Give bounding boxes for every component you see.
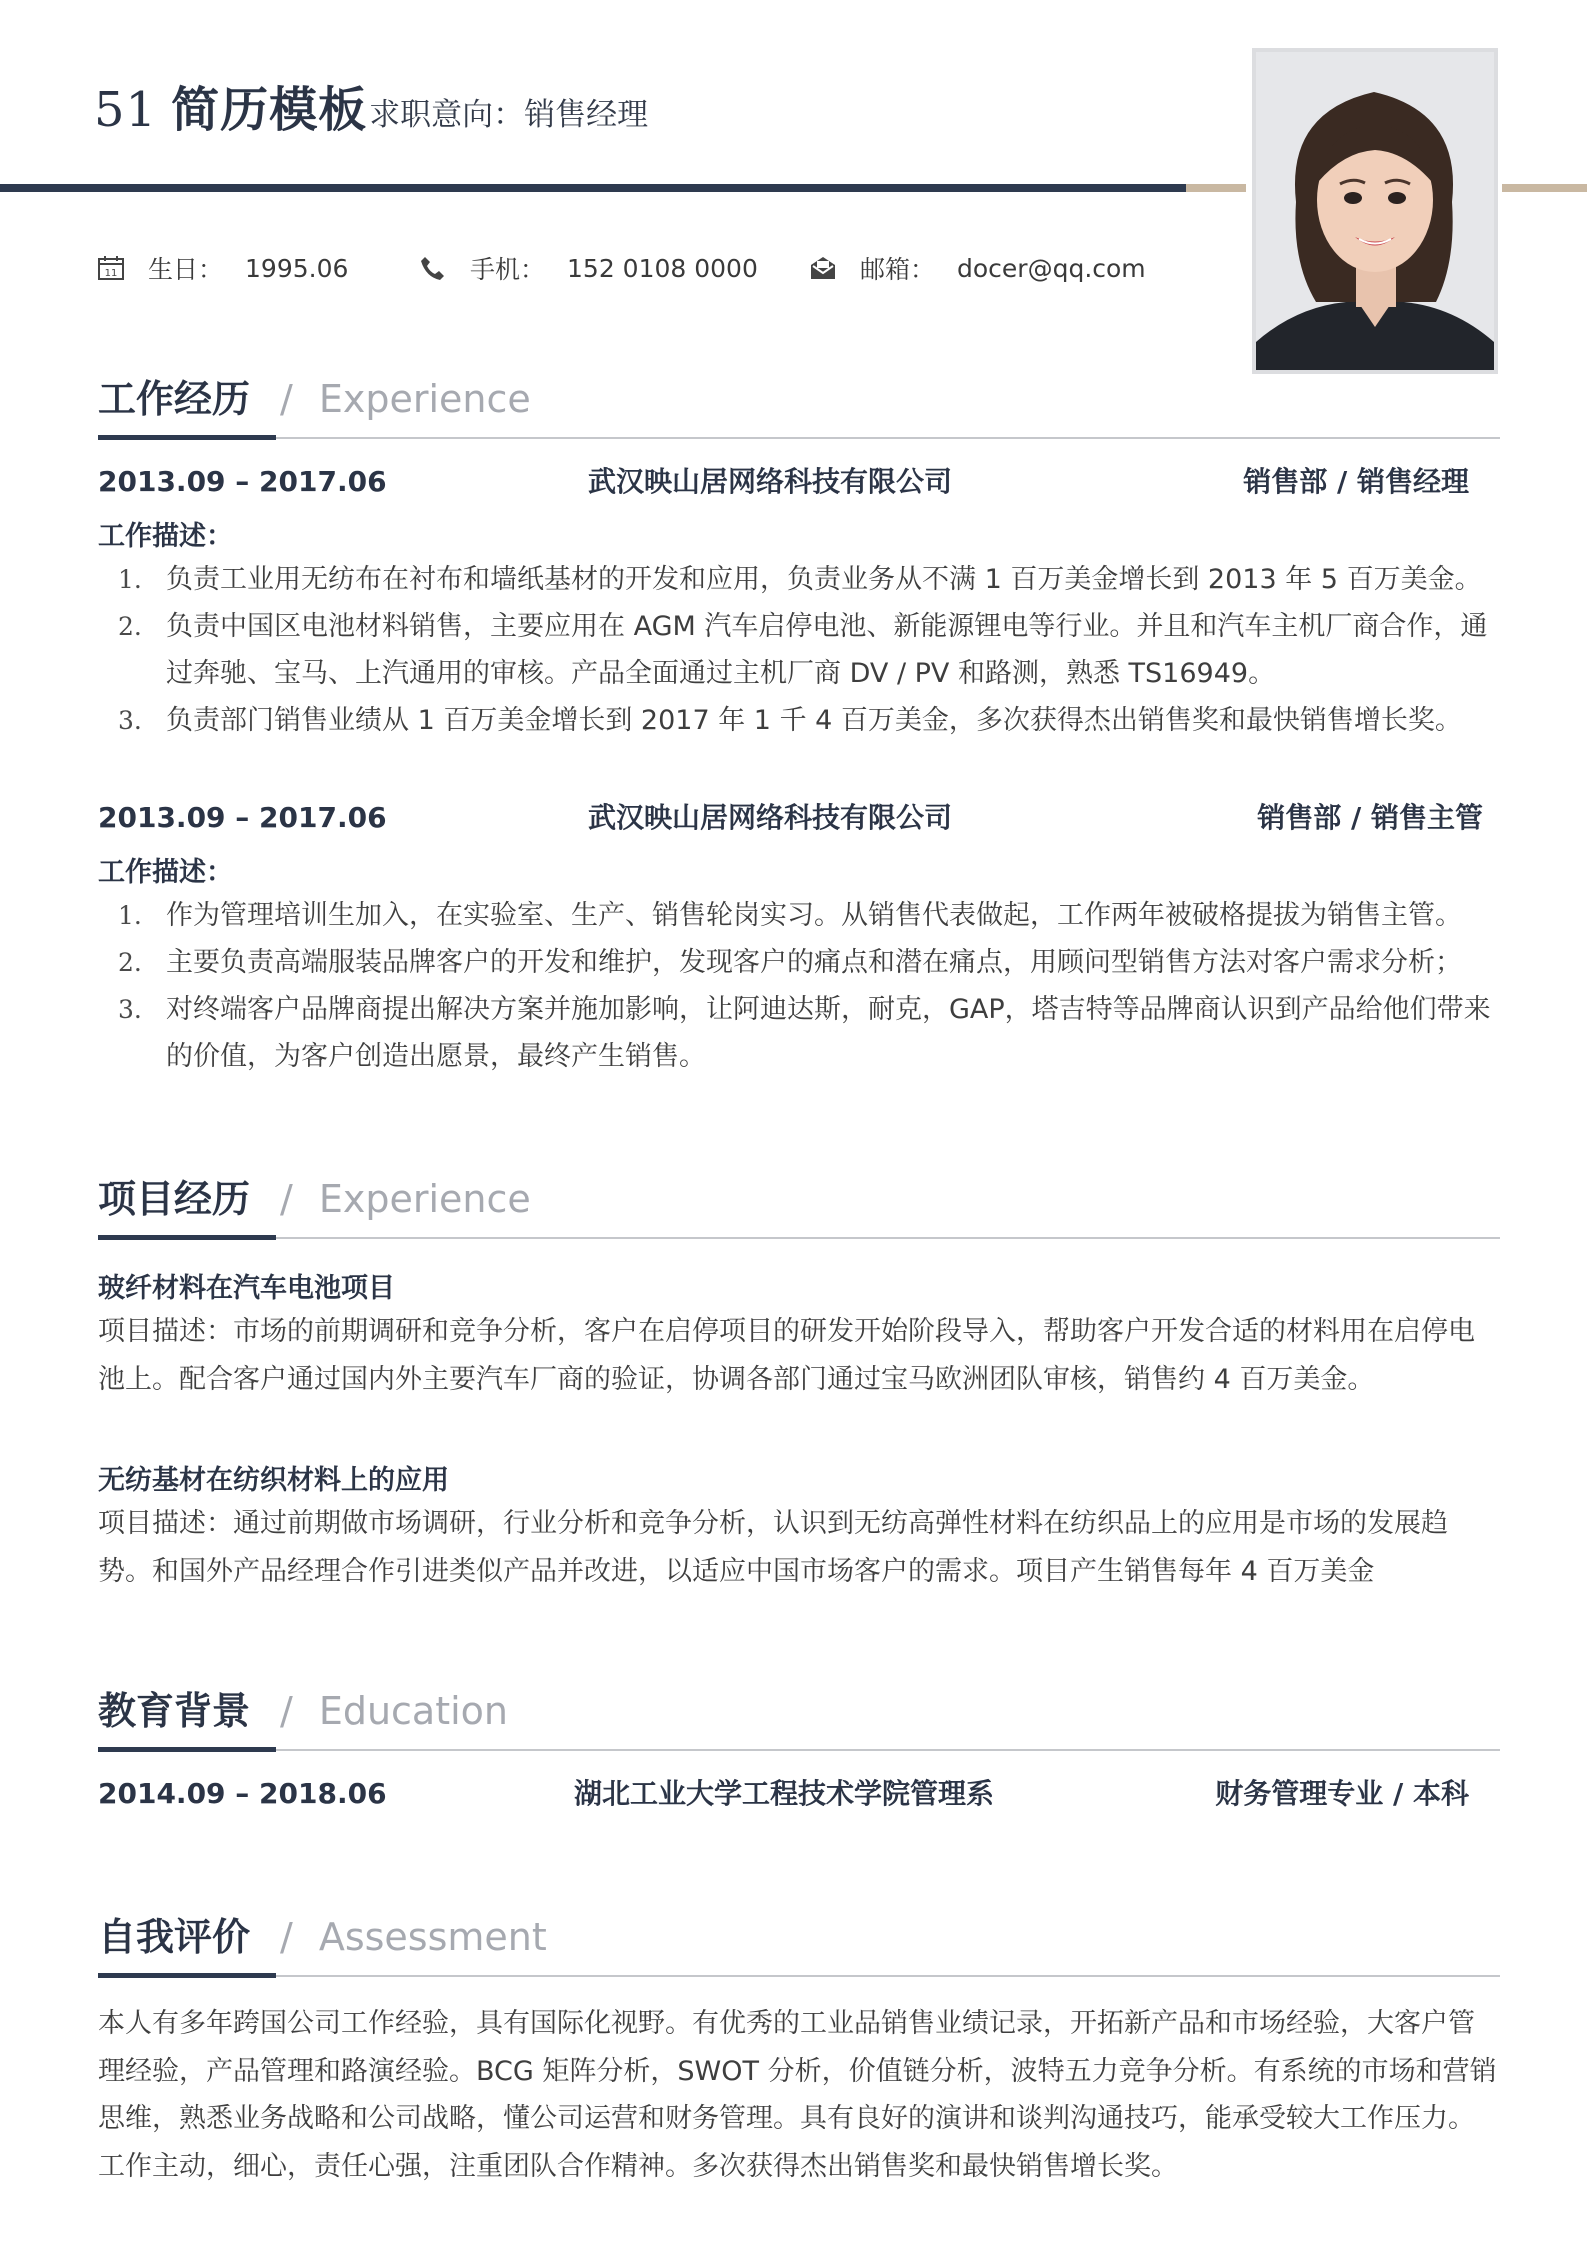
section-rule-work bbox=[98, 437, 1500, 439]
resume-header bbox=[94, 82, 648, 138]
list-item: 2. 主要负责高端服装品牌客户的开发和维护，发现客户的痛点和潜在痛点，用顾问型销售方法对客户需求分析； bbox=[118, 947, 1462, 978]
section-rule-education bbox=[98, 1749, 1500, 1751]
calendar-icon bbox=[96, 253, 126, 283]
job-2-company: 武汉映山居网络科技有限公司 bbox=[588, 801, 953, 834]
job-1-role: 销售部 / 销售经理 bbox=[1243, 465, 1469, 498]
job-1-desc-label: 工作描述： bbox=[98, 521, 233, 552]
project-1-desc: 项目描述：市场的前期调研和竞争分析，客户在启停项目的研发开始阶段导入，帮助客户开发合适的材料用在启停电池上。配合客户通过国内外主要汽车厂商的验证，协调各部门通过宝马欧洲团队审核，销售约 4 百万美金。 bbox=[98, 1316, 1475, 1395]
profile-photo bbox=[1252, 48, 1498, 374]
phone-label: 手机： bbox=[470, 255, 546, 284]
list-item: 3. 对终端客户品牌商提出解决方案并施加影响，让阿迪达斯，耐克，GAP，塔吉特等品牌商认识到产品给他们带来的价值，为客户创造出愿景，最终产生销售。 bbox=[118, 994, 1491, 1072]
section-accent-education bbox=[98, 1747, 276, 1752]
project-1-name: 玻纤材料在汽车电池项目 bbox=[98, 1273, 395, 1304]
email-value[interactable]: docer@qq.com bbox=[957, 253, 1146, 283]
header-bar-accent bbox=[1186, 184, 1246, 192]
job-2-items bbox=[98, 892, 1508, 1080]
section-accent-projects bbox=[98, 1235, 276, 1240]
assessment-text: 本人有多年跨国公司工作经验，具有国际化视野。有优秀的工业品销售业绩记录，开拓新产品和市场经验，大客户管理经验，产品管理和路演经验。BCG 矩阵分析，SWOT 分析，价值链分析，波特五力竞争分析。有系统的市场和营销思维，熟悉业务战略和公司战略，懂公司运营和财务管理。具有良好的演讲和谈判沟通技巧，能承受较大工作压力。工作主动，细心，责任心强，注重团队合作精神。多次获得杰出销售奖和最快销售增长奖。 bbox=[98, 2008, 1497, 2182]
email-label: 邮箱： bbox=[860, 255, 936, 284]
section-title-projects: 项目经历 / Experience bbox=[98, 1177, 531, 1221]
section-rule-projects bbox=[98, 1237, 1500, 1239]
header-bar-accent-right bbox=[1502, 184, 1587, 192]
job-2-role: 销售部 / 销售主管 bbox=[1257, 801, 1483, 834]
svg-text:11: 11 bbox=[104, 268, 118, 279]
list-item: 1. 负责工业用无纺布在衬布和墙纸基材的开发和应用，负责业务从不满 1 百万美金增长到 2013 年 5 百万美金。 bbox=[118, 564, 1482, 595]
contact-birthday bbox=[96, 250, 348, 286]
job-2-period: 2013.09 – 2017.06 bbox=[98, 801, 387, 834]
list-item: 2. 负责中国区电池材料销售，主要应用在 AGM 汽车启停电池、新能源锂电等行业。并且和汽车主机厂商合作，通过奔驰、宝马、上汽通用的审核。产品全面通过主机厂商 DV / PV 和路测，熟悉 TS16949。 bbox=[118, 611, 1488, 689]
education-period: 2014.09 – 2018.06 bbox=[98, 1777, 387, 1810]
birthday-label: 生日： bbox=[148, 255, 224, 284]
job-intention: 求职意向：销售经理 bbox=[369, 97, 649, 133]
section-title-education: 教育背景 / Education bbox=[98, 1689, 509, 1733]
job-1-items bbox=[98, 556, 1508, 744]
education-school: 湖北工业大学工程技术学院管理系 bbox=[574, 1777, 995, 1810]
job-2-desc-label: 工作描述： bbox=[98, 857, 233, 888]
project-2-name: 无纺基材在纺织材料上的应用 bbox=[98, 1465, 449, 1496]
resume-title: 51 简历模板 bbox=[94, 82, 368, 138]
phone-icon bbox=[418, 253, 448, 283]
list-item: 1. 作为管理培训生加入，在实验室、生产、销售轮岗实习。从销售代表做起，工作两年被破格提拔为销售主管。 bbox=[118, 900, 1462, 931]
section-accent-work bbox=[98, 435, 276, 440]
job-1-company: 武汉映山居网络科技有限公司 bbox=[588, 465, 953, 498]
section-title-assessment: 自我评价 / Assessment bbox=[98, 1915, 547, 1959]
contact-phone bbox=[418, 250, 758, 286]
contact-email bbox=[808, 250, 1146, 286]
project-2-desc: 项目描述：通过前期做市场调研，行业分析和竞争分析，认识到无纺高弹性材料在纺织品上的应用是市场的发展趋势。和国外产品经理合作引进类似产品并改进，以适应中国市场客户的需求。项目产生销售每年 4 百万美金 bbox=[98, 1508, 1448, 1587]
header-bar bbox=[0, 184, 1186, 192]
list-item: 3. 负责部门销售业绩从 1 百万美金增长到 2017 年 1 千 4 百万美金，多次获得杰出销售奖和最快销售增长奖。 bbox=[118, 705, 1462, 736]
education-major: 财务管理专业 / 本科 bbox=[1215, 1777, 1469, 1810]
section-title-work: 工作经历 / Experience bbox=[98, 377, 531, 421]
job-1-period: 2013.09 – 2017.06 bbox=[98, 465, 387, 498]
mail-icon bbox=[808, 253, 838, 283]
birthday-value: 1995.06 bbox=[245, 253, 349, 283]
phone-value[interactable]: 152 0108 0000 bbox=[567, 253, 758, 283]
section-rule-assessment bbox=[98, 1975, 1500, 1977]
section-accent-assessment bbox=[98, 1973, 276, 1978]
